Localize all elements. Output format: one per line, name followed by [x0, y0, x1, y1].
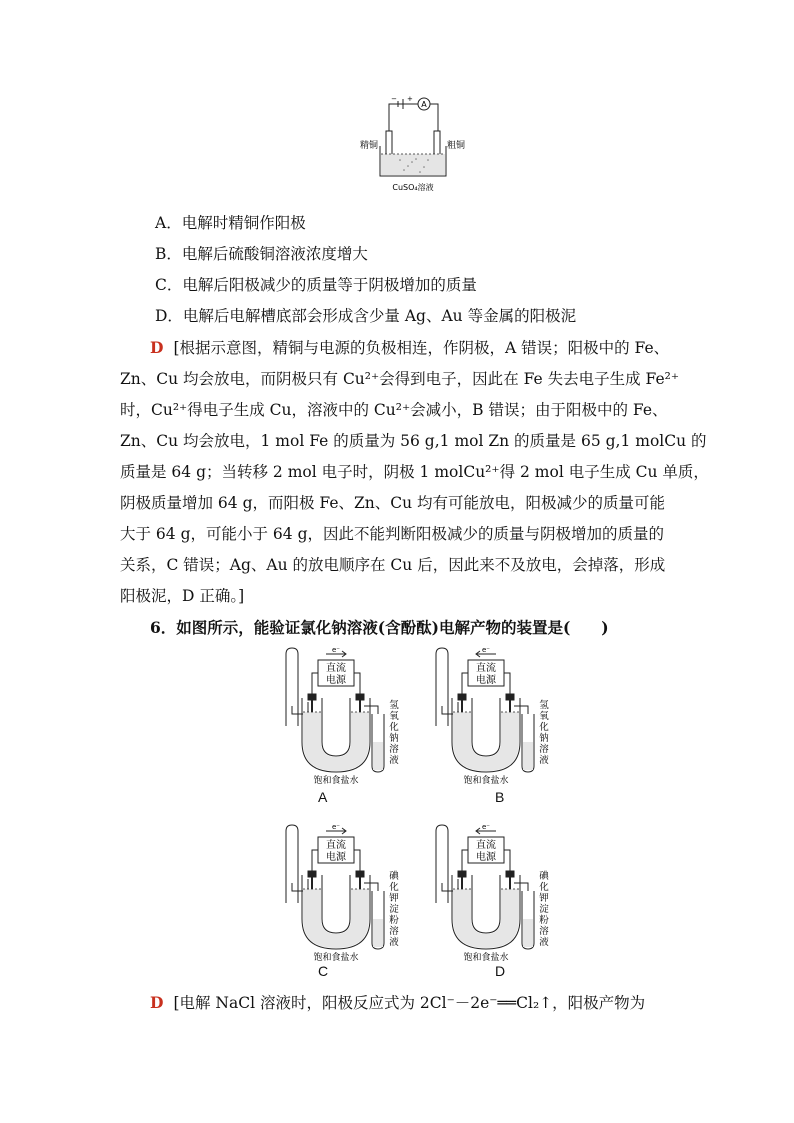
power-source-label-2: 电源 [326, 675, 346, 686]
answer5-text-1: [根据示意图，精铜与电源的负极相连，作阴极，A 错误；阳极中的 Fe、 [173, 339, 670, 357]
electron-label: e⁻ [331, 823, 341, 831]
electron-label: e⁻ [481, 823, 491, 831]
answer5-line-8: 关系，C 错误；Ag、Au 的放电顺序在 Cu 后，因此来不及放电，会掉落，形成 [120, 556, 666, 574]
reagent-label-char: 溶 [539, 744, 549, 755]
brine-label: 饱和食盐水 [313, 953, 359, 963]
reagent-label-char: 钾 [389, 893, 399, 904]
solution-label: CuSO₄溶液 [392, 183, 434, 192]
plus-sign: + [407, 96, 413, 103]
option-d: D．电解后电解槽底部会形成含少量 Ag、Au 等金属的阳极泥 [155, 307, 577, 325]
answer6-letter: D [150, 993, 164, 1012]
reagent-label-char: 淀 [539, 904, 549, 915]
question6-text: 6．如图所示，能验证氯化钠溶液(含酚酞)电解产物的装置是( ) [150, 618, 609, 637]
reagent-label-char: 溶 [539, 926, 549, 937]
reagent-label-char: 液 [539, 755, 549, 766]
reagent-label-char: 化 [389, 722, 399, 733]
reagent-label-char: 液 [539, 937, 549, 948]
answer5-line-6: 阴极质量增加 64 g，而阳极 Fe、Zn、Cu 均有可能放电，阳极减少的质量可能 [120, 494, 666, 512]
brine-label: 饱和食盐水 [463, 953, 509, 963]
reagent-label-char: 溶 [389, 926, 399, 937]
answer5-line-4: Zn、Cu 均会放电，1 mol Fe 的质量为 56 g,1 mol Zn 的质量是 65 g,1 molCu 的 [120, 432, 707, 450]
reagent-label-char: 化 [539, 722, 549, 733]
reagent-label-char: 粉 [389, 915, 399, 926]
apparatus-a [282, 646, 402, 790]
reagent-label-char: 钠 [389, 733, 399, 744]
power-source-label-1: 直流 [476, 663, 496, 674]
apparatus-svg [432, 823, 552, 963]
brine-label: 饱和食盐水 [463, 776, 509, 786]
answer5-line-2: Zn、Cu 均会放电，而阴极只有 Cu²⁺会得到电子，因此在 Fe 失去电子生成 Fe²⁺ [120, 370, 680, 388]
reagent-label-char: 氧 [539, 711, 549, 722]
reagent-label-char: 氧 [389, 711, 399, 722]
answer5-line-7: 大于 64 g，可能小于 64 g，因此不能判断阳极减少的质量与阴极增加的质量的 [120, 525, 665, 543]
reagent-label-char: 溶 [389, 744, 399, 755]
ammeter-label: A [421, 100, 427, 109]
apparatus-d [432, 823, 552, 967]
electron-label: e⁻ [331, 646, 341, 654]
caption-b: B [495, 789, 505, 805]
option-c: C．电解后阳极减少的质量等于阴极增加的质量 [155, 276, 477, 294]
answer5-line-9: 阳极泥，D 正确。] [120, 587, 245, 605]
reagent-label-char: 碘 [539, 871, 549, 882]
apparatus-b [432, 646, 552, 790]
power-source-label-1: 直流 [326, 663, 346, 674]
reagent-label-char: 氢 [389, 700, 399, 711]
power-source-label-1: 直流 [326, 840, 346, 851]
power-source-label-2: 电源 [326, 852, 346, 863]
answer6-text: [电解 NaCl 溶液时，阳极反应式为 2Cl⁻－2e⁻══Cl₂↑，阳极产物为 [173, 994, 646, 1012]
reagent-label-char: 粉 [539, 915, 549, 926]
power-source-label-2: 电源 [476, 852, 496, 863]
answer6-line-1 [150, 993, 710, 1013]
option-a: A．电解时精铜作阳极 [155, 214, 306, 232]
apparatus-svg [282, 823, 402, 963]
reagent-label-char: 液 [389, 755, 399, 766]
power-source-label-1: 直流 [476, 840, 496, 851]
pure-copper-label: 精铜 [359, 141, 378, 151]
reagent-label-char: 化 [389, 882, 399, 893]
caption-d: D [495, 963, 506, 979]
reagent-label-char: 淀 [389, 904, 399, 915]
reagent-label-char: 碘 [389, 871, 399, 882]
answer5-line-3: 时，Cu²⁺得电子生成 Cu，溶液中的 Cu²⁺会减小，B 错误；由于阳极中的 Fe、 [120, 401, 668, 419]
power-source-label-2: 电源 [476, 675, 496, 686]
minus-sign: − [391, 96, 397, 103]
apparatus-svg [432, 646, 552, 786]
electron-label: e⁻ [481, 646, 491, 654]
reagent-label-char: 钠 [539, 733, 549, 744]
brine-label: 饱和食盐水 [313, 776, 359, 786]
reagent-label-char: 化 [539, 882, 549, 893]
answer5-letter: D [150, 338, 164, 357]
answer5-line-5: 质量是 64 g；当转移 2 mol 电子时，阴极 1 molCu²⁺得 2 mol 电子生成 Cu 单质， [120, 463, 709, 481]
crude-copper-label: 粗铜 [447, 141, 466, 151]
apparatus-c [282, 823, 402, 967]
apparatus-svg [282, 646, 402, 786]
answer5-line-1 [150, 338, 710, 358]
caption-a: A [318, 789, 328, 805]
reagent-label-char: 钾 [539, 893, 549, 904]
caption-c: C [318, 963, 329, 979]
copper-refining-diagram [350, 96, 470, 198]
reagent-label-char: 液 [389, 937, 399, 948]
option-b: B．电解后硫酸铜溶液浓度增大 [155, 245, 368, 263]
reagent-label-char: 氢 [539, 700, 549, 711]
